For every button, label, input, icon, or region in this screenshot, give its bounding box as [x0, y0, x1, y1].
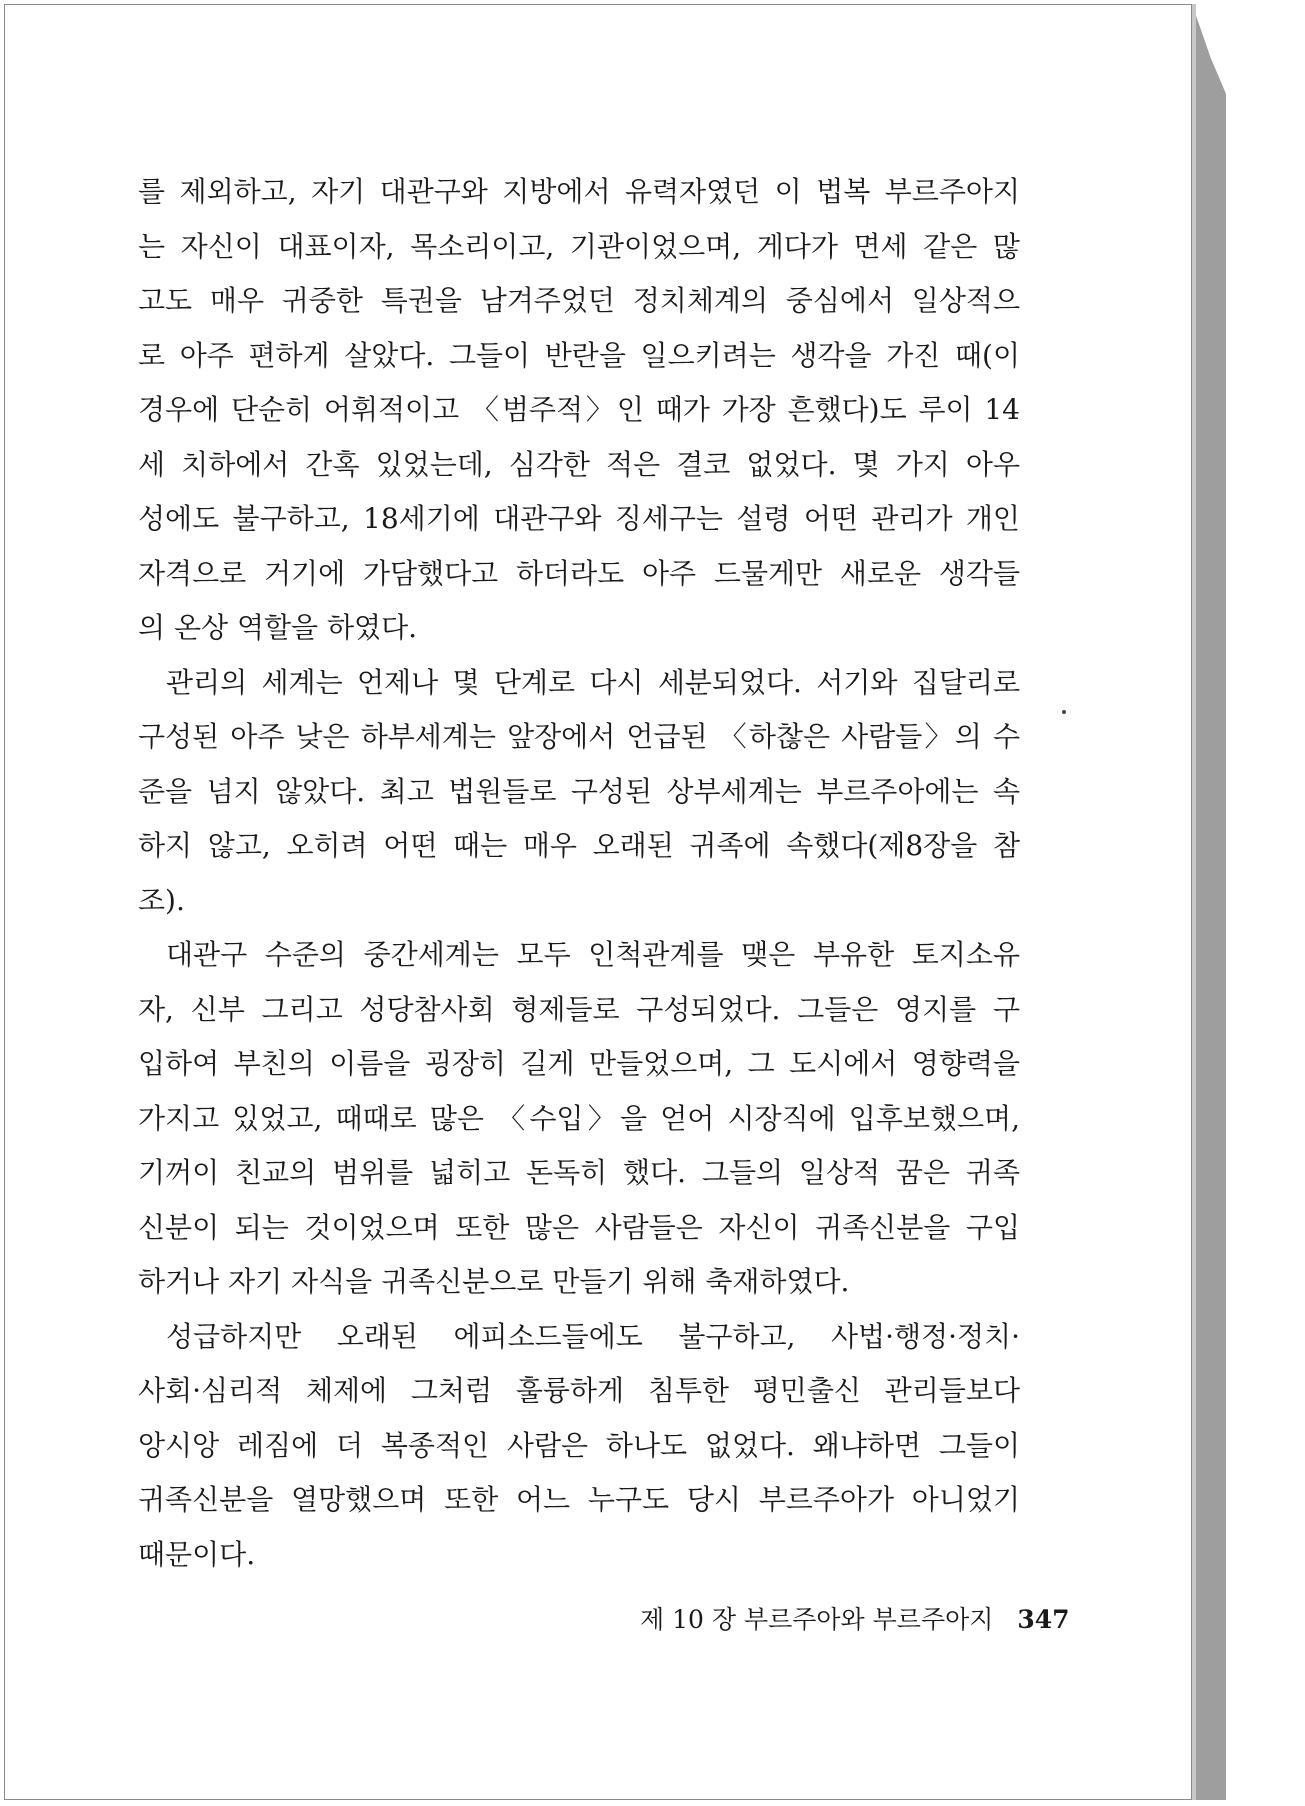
paragraph: [138, 1310, 1020, 1583]
text-line: 로 아주 편하게 살았다. 그들이 반란을 일으키려는 생각을 가진 때(이: [138, 338, 1020, 372]
running-head: 제 10 장 부르주아와 부르주아지: [640, 1605, 994, 1634]
text-line: 기꺼이 친교의 범위를 넓히고 돈독히 했다. 그들의 일상적 꿈은 귀족: [138, 1156, 1020, 1189]
text-line: 자격으로 거기에 가담했다고 하더라도 아주 드물게만 새로운 생각들: [138, 556, 1020, 590]
text-line: 를 제외하고, 자기 대관구와 지방에서 유력자였던 이 법복 부르주아지: [138, 175, 1020, 208]
text-line: 고도 매우 귀중한 특권을 남겨주었던 정치체계의 중심에서 일상적으: [138, 284, 1020, 317]
text-line: 의 온상 역할을 하였다.: [138, 611, 418, 644]
text-line: 귀족신분을 열망했으며 또한 어느 누구도 당시 부르주아가 아니었기: [138, 1483, 1020, 1516]
text-line: 때문이다.: [138, 1537, 256, 1571]
speck-mark: [1062, 710, 1066, 714]
text-line: 신분이 되는 것이었으며 또한 많은 사람들은 자신이 귀족신분을 구입: [138, 1210, 1020, 1244]
page-edge-shadow: [1192, 4, 1226, 1800]
text-line: 자, 신부 그리고 성당참사회 형제들로 구성되었다. 그들은 영지를 구: [138, 992, 1020, 1026]
text-line: 경우에 단순히 어휘적이고 〈범주적〉인 때가 가장 흔했다)도 루이 14: [138, 393, 1020, 426]
text-line: 가지고 있었고, 때때로 많은 〈수입〉을 얻어 시장직에 입후보했으며,: [138, 1101, 1020, 1135]
text-line: 관리의 세계는 언제나 몇 단계로 다시 세분되었다. 서기와 집달리로: [166, 665, 1020, 699]
text-line: 사회·심리적 체제에 그처럼 훌륭하게 침투한 평민출신 관리들보다: [138, 1374, 1020, 1407]
text-line: 입하여 부친의 이름을 굉장히 길게 만들었으며, 그 도시에서 영향력을: [138, 1047, 1020, 1080]
text-line: 하거나 자기 자식을 귀족신분으로 만들기 위해 축재하였다.: [138, 1265, 850, 1298]
text-line: 세 치하에서 간혹 있었는데, 심각한 적은 결코 없었다. 몇 가지 아우: [138, 447, 1020, 481]
text-line: 앙시앙 레짐에 더 복종적인 사람은 하나도 없었다. 왜냐하면 그들이: [138, 1428, 1020, 1462]
text-line: 구성된 아주 낮은 하부세계는 앞장에서 언급된 〈하찮은 사람들〉의 수: [138, 720, 1020, 753]
text-line: 준을 넘지 않았다. 최고 법원들로 구성된 상부세계는 부르주아에는 속: [138, 774, 1020, 808]
text-line: 성에도 불구하고, 18세기에 대관구와 징세구는 설령 어떤 관리가 개인: [138, 502, 1020, 535]
page-edge-highlight: [1192, 4, 1196, 1800]
paragraph: [138, 165, 1020, 656]
body-text: [138, 165, 1020, 1582]
text-line: 대관구 수준의 중간세계는 모두 인척관계를 맺은 부유한 토지소유: [166, 938, 1020, 971]
running-footer: [640, 1600, 1070, 1636]
paragraph: [138, 656, 1020, 929]
text-line: 조).: [138, 883, 185, 917]
page-number: 347: [1017, 1605, 1070, 1634]
text-line: 성급하지만 오래된 에피소드들에도 불구하고, 사법·행정·정치·: [166, 1319, 1020, 1353]
paragraph: [138, 928, 1020, 1310]
text-line: 는 자신이 대표이자, 목소리이고, 기관이었으며, 게다가 면세 같은 많: [138, 229, 1020, 263]
text-line: 하지 않고, 오히려 어떤 때는 매우 오래된 귀족에 속했다(제8장을 참: [138, 829, 1020, 862]
